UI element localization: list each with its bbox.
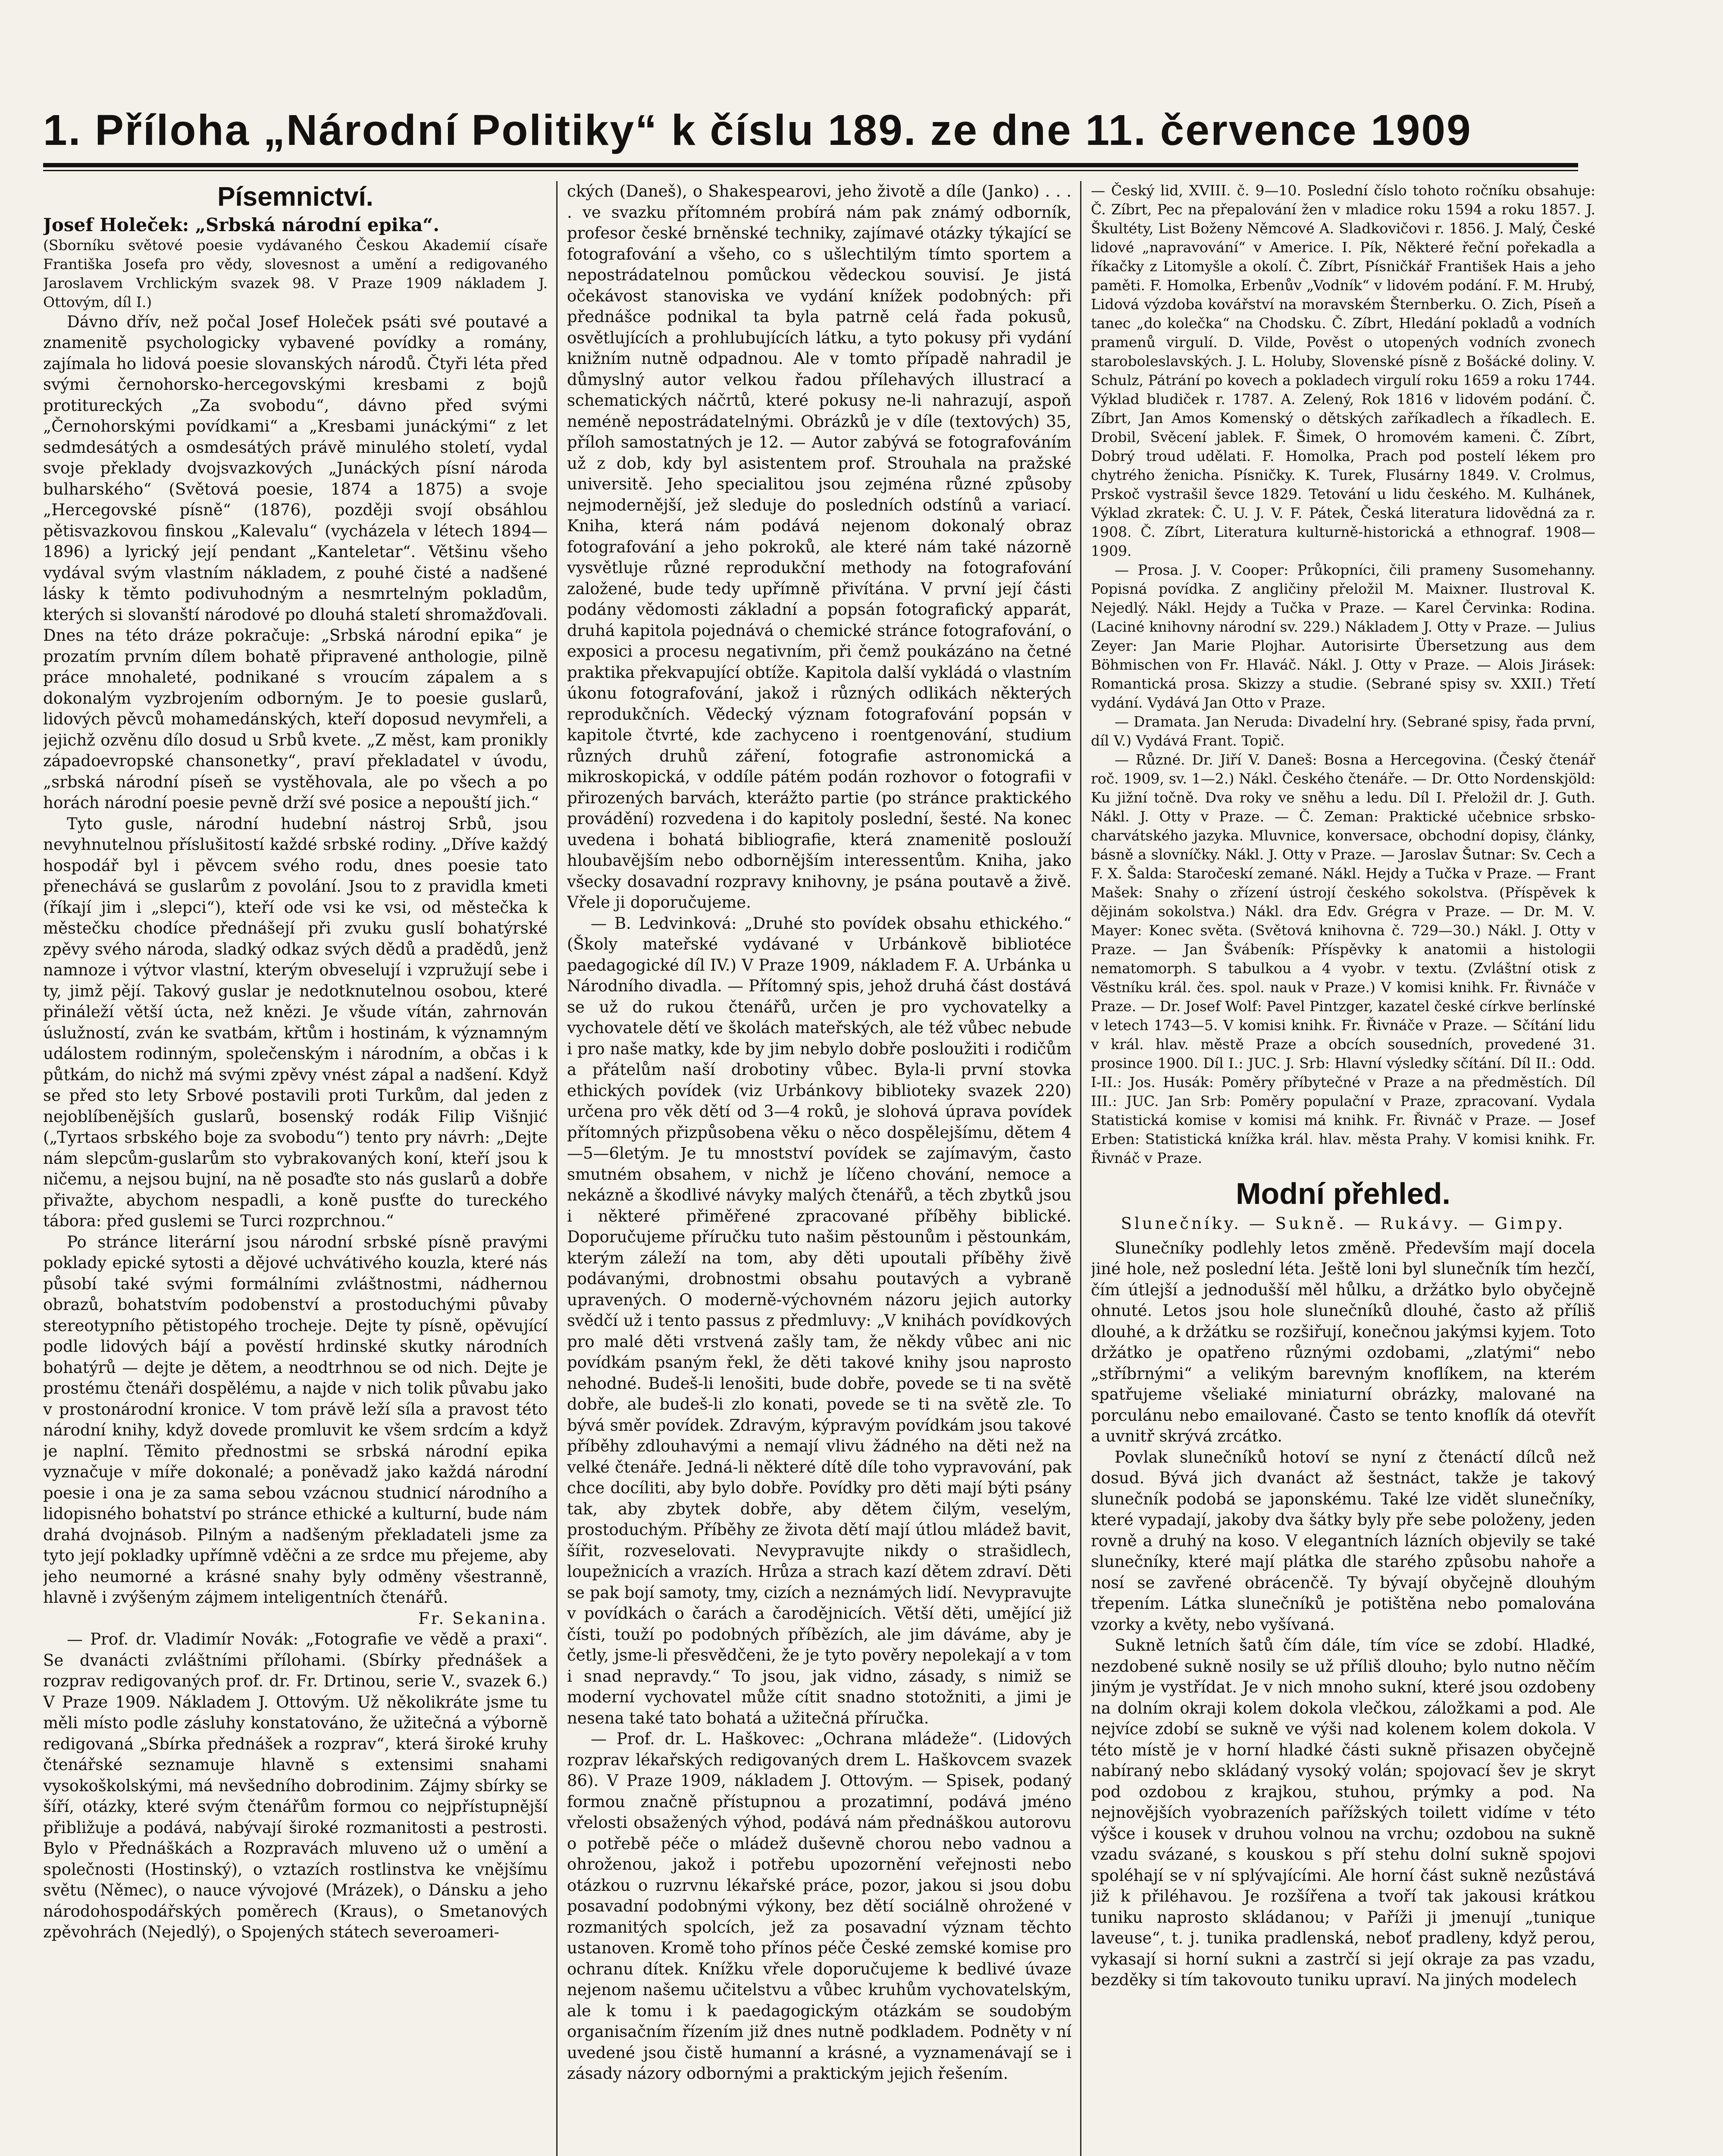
- column-3: [1091, 181, 1595, 2156]
- paragraph: Sukně letních šatů čím dále, tím více se zdobí. Hladké, nezdobené sukně nosily se už příliš dlouho; bylo nutno něčím jiným je vystřídat. Je v nich mnoho sukní, které jsou ozdobeny na dolním okraji kolem dokola vlečkou, záložkami a pod. Ale nejvíce zdobí se sukně ve výši nad kolenem kolem dokola. V této místě je v horní hladké části sukně přisazen obyčejně nabíraný nebo skládaný vysoký volán; spojovací šev je skryt pod ozdobou z krajkou, stuhou, prýmky a pod. Na nejnovějších vyobrazeních pařížských toilett vidíme v této výšce i kousek v druhou volnou na vrchu; ozdobou na sukně vzadu svázané, s kouskou s pří stehu dolní sukně spojovi spoléhají se v ní splývajícími. Ale horní část sukně nezůstává již k přiléhavou. Je rozšířena a tvoří tak jakousi krátkou tuniku naprosto skládanou; v Paříži ji jmenují „tunique laveuse“, t. j. tunika pradlenská, neboť pradleny, když perou, vykasají si horní sukni a zastrčí si její okraje za pas vzadu, bezděky si tím takovouto tuniku upraví. Na jiných modelech: [1091, 1636, 1595, 1989]
- column-1: [43, 181, 548, 2156]
- paragraph: — B. Ledvinková: „Druhé sto povídek obsahu ethického.“ (Školy mateřské vydávané v Urbánkově bibliotéce paedagogické díl IV.) V Praze 1909, nákladem F. A. Urbánka u Národního divadla. — Přítomný spis, jehož druhá část dostává se už do rukou čtenářů, určen je pro vychovatelky a vychovatele dětí ve školách mateřských, ale též vůbec nebude i pro naše matky, kde by jim nebylo dobře posloužiti i rodičům a přátelům naší drobotiny vůbec. Byla-li první stovka ethických povídek (viz Urbánkovy biblioteky svazek 220) určena pro věk dětí od 3—4 roků, je slohová úprava povídek přítomných přizpůsobena věku o něco dospělejšímu, dětem 4—5—6letým. Je tu mnostství povídek se zajímavým, často smutném obsahem, v nichž je líčeno chování, nemoce a nekázně a škodlivé návyky malých čtenářů, a těch zbytků jsou i některé přiměřené zpracované příběhy biblické. Doporučujeme příručku tuto našim pěstounům i pěstounkám, kterým záleží na tom, aby děti upoutali příběhy živě podávanými, drobnostmi obsahu poutavých a vybraně upravených. O moderně-výchovném názoru jejich autorky svědčí už i tento passus z předmluvy: „V knihách povídkových pro malé děti vrstvená zašly tam, že někdy vůbec ani nic povídkám psaným řekl, že děti takové knihy jsou naprosto nehodné. Budeš-li lenošiti, bude dobře, povede se ti na světě dobře, ale budeš-li zlo konati, povede se ti na světě zle. To bývá směr povídek. Zdravým, kýpravým povídkám jsou takové příběhy zdlouhavými a nemají vlivu žádného na děti než na velké čtenáře. Jedná-li některé dítě díle toho vypravování, pak chce docíliti, aby bylo dobře. Povídky pro děti mají býti psány tak, aby zbytek dobře, aby dětem čilým, veselým, prostoduchým. Příběhy ze života dětí mají útlou mládež bavit, šířit, rozveselovati. Nevypravujte nikdy o strašidlech, loupežnicích a vrazích. Hrůza a strach kazí dětem zdraví. Děti se pak bojí samoty, tmy, cizích a neznámých lidí. Nevypravujte v povídkách o čarách a čarodějnicích. Větší děti, umějící již čísti, touží po podobných příbězích, ale jim dáváme, aby je četly, jsme-li přesvědčeni, že je tyto pověry nepolekají a v tom i snad nepravdy.“ To jsou, jak vidno, zásady, s nimiž se moderní vychovatel může cítit snadno stotožniti, a jimi je nesena také tato bohatá a užitečná příručka.: [567, 914, 1071, 1727]
- article-lead: Josef Holeček: „Srbská národní epika“.: [43, 214, 439, 235]
- column-divider: [556, 181, 558, 2156]
- section-title-pisemnictvi: Písemnictví.: [217, 182, 373, 212]
- masthead-rule-thick: [43, 163, 1578, 167]
- paragraph: Slunečníky podlehly letos změně. Především mají docela jiné hole, než poslední léta. Ještě loni byl slunečník tím hezčí, čím útlejší a jednodušší měl hůlku, a držátko bylo obyčejně ohnuté. Letos jsou hole slunečníků dlouhé, často až příliš dlouhé, a k držátku se rozšiřují, konečnou jakýmsi kyjem. Toto držátko je opatřeno různými ozdobami, „zlatými“ nebo „stříbrnými“ a velikým barevným knoflíkem, na kterém spatřujeme všeliaké miniaturní obrázky, malované na porculánu nebo emailované. Často se tento knoflík dá otevřít a uvnitř skrývá zrcátko.: [1091, 1238, 1595, 1445]
- paragraph: Dávno dřív, než počal Josef Holeček psáti své poutavé a znamenitě psychologicky vybavené povídky a romány, zajímala ho lidová poesie slovanských národů. Čtyři léta před svými černohorsko-hercegovskými kresbami z bojů protitureckých „Za svobodu“, dávno před svými „Černohorskými povídkami“ a „Kresbami junáckými“ z let sedmdesátých a osmdesátých právě minulého století, vydal svoje překlady dvojsvazkových „Junáckých písní národa bulharského“ (Světová poesie, 1874 a 1875) a svoje „Hercegovské písně“ (1876), později svojí obsáhlou pětisvazkovou finskou „Kalevalu“ (vycházela v létech 1894—1896) a lyrický její pendant „Kanteletar“. Většinu všeho vydával svým vlastním nákladem, z pouhé čisté a nadšené lásky k těmto podivuhodným a nesmrtelným pokladům, kterých si slovanští národové po dlouhá staletí shromažďovali. Dnes na této dráze pokračuje: „Srbská národní epika“ je prozatím prvním dílem bohatě připravené anthologie, pilně práce mnohaleté, podnikané s vroucím zápalem a s dokonalým vyzbrojením odborným. Je to poesie guslarů, lidových pěvců mohamedánských, kteří doposud nevymřeli, a jejichž ozvěnu dílo dosud u Srbů kvete. „Z měst, kam pronikly západoevropské chansonetky“, praví překladatel v úvodu, „srbská národní píseň se vystěhovala, ale po všech a po horách národní poesie pevně drží své posice a nepouští jich.“: [43, 312, 548, 812]
- paragraph: Tyto gusle, národní hudební nástroj Srbů, jsou nevyhnutelnou příslušitostí každé srbské rodiny. „Dříve každý hospodář byl i pěvcem svého rodu, dnes poesie tato přenechává se guslarům z povolání. Jsou to z pravidla kmeti (říkají jim i „slepci“), kteří ode vsi ke vsi, od městečka k městečku chodíce přednášejí při zvuku guslí bohatýrské zpěvy svého národa, sladký odkaz svých dědů a pradědů, jenž namnoze i výtvor vlastní, kterým obveselují i vzpružují sebe i ty, jimž pějí. Takový guslar je nedotknutelnou osobou, které přináleží větší úcta, než knězi. Je všude vítán, zahrnován úslužností, zván ke svatbám, křtům i hostinám, k významným událostem rodinným, společenským i národním, a občas i k půtkám, do nichž má svými zpěvy vnést zápal a nadšení. Když se před sto lety Srbové postavili proti Turkům, dal jeden z nejoblíbenějších guslarů, bosenský rodák Filip Višnjić („Tyrtaos srbského boje za svobodu“) tento pry návrh: „Dejte nám slepcům-guslarům sto vybrakovaných koní, kteří jsou k ničemu, a nejsou bujní, na ně posaďte sto nás guslarů a dobře přivažte, abychom nespadli, a koně pusťte do tureckého tábora: před guslemi se Turci rozprchnou.“: [43, 814, 548, 1230]
- paragraph: ckých (Daneš), o Shakespearovi, jeho životě a díle (Janko) . . . . ve svazku přítomném probírá nám pak známý odborník, profesor české brněnské techniky, zajímavé otázky týkající se fotografování a všeho, co s ušlechtilým tímto sportem a nepostrádatelnou pomůckou vědeckou souvisí. Je jistá očekávost stanoviska ve vydání knížek podobných: při přednášce podnikal ta byla patrně celá řada pokusů, osvětlujících a prohlubujících látku, a tyto pokusy při vydání knižním nutně odpadnou. Ale v tomto případě nahradil je důmyslný autor velkou řadou přílehavých illustrací a schematických náčrtů, které pokusy ne-li nahrazují, aspoň neméně nepostrádatelnými. Obrázků je v díle (textových) 35, příloh samostatných je 12. — Autor zabývá se fotografováním už z dob, kdy byl asistentem prof. Strouhala na pražské universitě. Jeho specialitou jsou zejména různé způsoby nejmodernější, jež sleduje do posledních odstínů a variací. Kniha, která nám podává nejenom dokonalý obraz fotografování a jeho pokroků, ale které nám také názorně vysvětluje různé reprodukční methody na fotografování založené, bude tedy upřímně přivítána. V první její části podány vědomosti základní a popsán fotografický apparát, druhá kapitola pojednává o chemické stránce fotografování, o exposici a procesu negativním, při čemž poukázáno na četné praktika překvapující obtíže. Kapitola další vykládá o vlastním úkonu fotografování, jakož i různých odlikách některých reprodukčních. Vědecký význam fotografování popsán v kapitole čtvrté, kde zachyceno i roentgenování, studium různých druhů záření, fotografie astronomická a mikroskopická, v oddíle pátém podán rozhovor o fotografii v přirozených barvách, kterážto partie (po stránce praktického provádění) rozvedena i do kapitoly poslední, šesté. Na konec uvedena i bohatá bibliografie, která znamenitě poslouží hloubavějším nebo odbornějším interessentům. Kniha, jako všecky dosavadní rozpravy knihovny, je psána poutavě a živě. Vřele ji doporučujeme.: [567, 182, 1071, 912]
- paragraph: Po stránce literární jsou národní srbské písně pravými poklady epické sytosti a dějové uchvátivého kouzla, které nás působí také svými formálními zvláštnostmi, nádhernou obrazů, bohatstvím podobenství a prostoduchými půvaby stereotypního pětistopého trocheje. Dejte ty písně, opěvující podle lidových bájí a pověstí hrdinské skutky národních bohatýrů — dejte je dětem, a neodtrhnou se od nich. Dejte je prostému čtenáři dospělému, a najde v nich tolik půvabu jako v prostonárodní kronice. V tom právě leží síla a pravost této národní knihy, když dovede promluvit ke všem srdcím a když je naplní. Těmito přednostmi se srbská národní epika vyznačuje v míře dokonalé; a poněvadž jako každá národní poesie i ona je za sama sebou vzácnou studnicí národního a lidopisného bohatství po stránce ethické a kulturní, bude nám drahá dvojnásob. Pilným a nadšeným překladateli jsme za tyto její pokladky upřímně vděčni a ze srdce mu přejeme, aby jeho neumorné a krásné snahy byly odměny všestranně, hlavně i zvýšeným zájmem inteligentních čtenářů.: [43, 1232, 548, 1607]
- section-subtitle: Slunečníky. — Sukně. — Rukávy. — Gimpy.: [1121, 1214, 1566, 1233]
- paragraph: — Český lid, XVIII. č. 9—10. Poslední číslo tohoto ročníku obsahuje: Č. Zíbrt, Pec na přepalování žen v mladice roku 1594 a roku 1857. J. Škultéty, List Boženy Němcové A. Sladkovičovi r. 1856. J. Malý, České lidové „napravování“ v Americe. I. Pík, Některé řeční pořekadla a říkačky z Litomyšle a okolí. Č. Zíbrt, Písničkář František Hais a jeho paměti. F. Homolka, Erbenův „Vodník“ v lidovém podání. F. M. Hrubý, Lidová výzdoba kovářství na moravském Šternberku. O. Zich, Píseň a tanec „do kolečka“ na Chodsku. Č. Zíbrt, Hledání pokladů a vodních pramenů virgulí. D. Vilde, Pověst o utopených vodních zvonech staroboleslavských. J. L. Holuby, Slovenské písně z Bošácké doliny. V. Schulz, Pátrání po kovech a pokladech virgulí roku 1659 a roku 1744. Výklad bludiček r. 1787. A. Zelený, Rok 1816 v lidovém podání. Č. Zíbrt, Jan Amos Komenský o dětských zaříkadlech a říkadlech. E. Drobil, Svěcení jablek. F. Šimek, O hromovém kameni. Č. Zíbrt, Dobrý troud udělati. F. Homolka, Prach pod postelí lékem pro chytrého ženicha. Písničky. K. Turek, Flusárny 1849. V. Crolmus, Prskoč vystrašil ševce 1829. Tetování u lidu českého. M. Kulhánek, Výklad zkratek: Č. U. J. V. F. Pátek, Česká literatura lidovědná za r. 1908. Č. Zíbrt, Literatura kulturně-historická a ethnograf. 1908—1909.: [1091, 182, 1595, 559]
- masthead-rule-thin: [43, 170, 1578, 171]
- signature: Fr. Sekanina.: [418, 1609, 548, 1628]
- article-intro: (Sborníku světové poesie vydávaného Českou Akademií císaře Františka Josefa pro vědy, slovesnost a umění a redigovaného Jaroslavem Vrchlickým svazek 98. V Praze 1909 nákladem J. Ottovým, díl I.): [43, 236, 548, 310]
- paragraph: Povlak slunečníků hotoví se nyní z čtenáctí dílců než dosud. Bývá jich dvanáct až šestnáct, takže je takový slunečník podobá se japonskému. Také lze vidět slunečníky, které vypadají, jakoby dva šátky byly pře sebe položeny, jeden rovně a druhý na koso. V elegantních lázních objevily se také slunečníky, které mají plátka dle starého způsobu nahoře a nosí se zavřené obrácenčě. Ty bývají obyčejně dlouhým třepením. Látka slunečníků je potištěna nebo pomalována vzorky a květy, nebo vyšívaná.: [1091, 1448, 1595, 1634]
- paragraph: — Prof. dr. L. Haškovec: „Ochrana mládeže“. (Lidových rozprav lékařských redigovaných drem L. Haškovcem svazek 86). V Praze 1909, nákladem J. Ottovým. — Spisek, podaný formou značně přístupnou a prozatimní, podává jméno vřelosti obsažených výhod, podává nám přednáškou autorovu o potřebě péče o mládež duševně chorou nebo vadnou a ohroženou, jakož i potřebu upozornění veřejnosti nebo otázkou o ruzrvnu lékařské práce, pozor, jakou si jsou dobu posavadní podobnými výkony, bez dětí sociálně ohrožené v rozmanitých spolcích, jež za posavadní význam těchto ustanoven. Kromě toho přínos péče České zemské komise pro ochranu dítek. Knížku vřele doporučujeme k bedlivé úvaze nejenom našemu učitelstvu a vůbec kruhům vychovatelským, ale k tomu i k paedagogickým otázkám se soudobým organisačním řízením již dnes nutně podkladem. Podněty v ní uvedené jsou čistě humanní a krásné, a vyznamenávají se i zásady názory odbornými a praktickým jejich řešením.: [567, 1730, 1071, 2083]
- masthead: 1. Příloha „Národní Politiky“ k číslu 189. ze dne 11. července 1909: [43, 106, 1472, 154]
- paragraph: — Různé. Dr. Jiří V. Daneš: Bosna a Hercegovina. (Český čtenář roč. 1909, sv. 1—2.) Nákl. Českého čtenáře. — Dr. Otto Nordenskjöld: Ku jižní točně. Dva roky ve sněhu a ledu. Díl I. Přeložil dr. J. Guth. Nákl. J. Otty v Praze. — Č. Zeman: Praktické učebnice srbsko-charvátského jazyka. Mluvnice, konversace, obchodní dopisy, články, básně a slovníčky. Nákl. J. Otty v Praze. — Jaroslav Šutnar: Sv. Cech a F. X. Šalda: Staročeskí zemané. Nákl. Hejdy a Tučka v Praze. — Frant Mašek: Snahy o zřízení ústrojí českého sokolstva. (Příspěvek k dějinám sokolstva.) Nákl. dra Edv. Grégra v Praze. — Dr. M. V. Mayer: Konec světa. (Světová knihovna č. 729—30.) Nákl. J. Otty v Praze. — Jan Švábeník: Příspěvky k anatomii a histologii nematomorph. S tabulkou a 4 vyobr. v textu. (Zvláštní otisk z Věstníku král. čes. spol. nauk v Praze.) V komisi knihk. Fr. Řivnáče v Praze. — Dr. Josef Wolf: Pavel Pintzger, kazatel české církve berlínské v letech 1743—5. V komisi knihk. Fr. Řivnáče v Praze. — Sčítání lidu v král. hlav. městě Praze a obcích sousedních, provedené 31. prosince 1900. Díl I.: JUC. J. Srb: Hlavní výsledky sčítání. Díl II.: Odd. I-II.: Jos. Husák: Poměry příbytečné v Praze a na předměstích. Díl III.: JUC. Jan Srb: Poměry populační v Praze, zpracovaní. Vydala Statistická komise v komisi má knihk. Fr. Řivnáč v Praze. — Josef Erben: Statistická knížka král. hlav. města Prahy. V komisi knihk. Fr. Řivnáč v Praze.: [1091, 751, 1595, 1166]
- column-divider: [1080, 181, 1081, 2156]
- paragraph: — Prof. dr. Vladimír Novák: „Fotografie ve vědě a praxi“. Se dvanácti zvláštními přílohami. (Sbírky přednášek a rozprav redigovaných prof. dr. Fr. Drtinou, serie V., svazek 6.) V Praze 1909. Nákladem J. Ottovým. Už několikráte jsme tu měli místo podle zásluhy konstatováno, že užitečná a výborně redigovaná „Sbírka přednášek a rozprav“, která široké kruhy čtenářské seznamuje hlavně s extensimi snahami vysokoškolskými, má nevšedního dobrodinim. Zájmy sbírky se šíří, otázky, které svým čtenářům formou co nejpřístupnější přibližuje a podává, nabývají široké rozmanitosti a pestrosti. Bylo v Přednáškách a Rozpravách mluveno už o umění a společnosti (Hostinský), o vztazích rostlinstva ke vnějšímu světu (Němec), o nauce vývojové (Mrázek), o Dánsku a jeho národohospodářských poměrech (Kraus), o Smetanových zpěvohrách (Nejedlý), o Spojených státech severoameri-: [43, 1630, 548, 1941]
- paragraph: — Prosa. J. V. Cooper: Průkopníci, čili prameny Susomehanny. Popisná povídka. Z angličiny přeložil M. Maixner. Ilustroval K. Nejedlý. Nákl. Hejdy a Tučka v Praze. — Karel Červinka: Rodina. (Laciné knihovny národní sv. 229.) Nákladem J. Otty v Praze. — Julius Zeyer: Jan Marie Plojhar. Autorisirte Übersetzung aus dem Böhmischen von Fr. Hlaváč. Nákl. J. Otty v Praze. — Alois Jirásek: Romantická prosa. Skizzy a studie. (Sebrané spisy sv. XXII.) Třetí vydání. Vydává Jan Otto v Praze.: [1091, 561, 1595, 711]
- column-2: [567, 181, 1071, 2156]
- paragraph: — Dramata. Jan Neruda: Divadelní hry. (Sebrané spisy, řada první, díl V.) Vydává Frant. Topič.: [1091, 713, 1595, 749]
- section-title-modni-prehled: Modní přehled.: [1236, 1177, 1450, 1210]
